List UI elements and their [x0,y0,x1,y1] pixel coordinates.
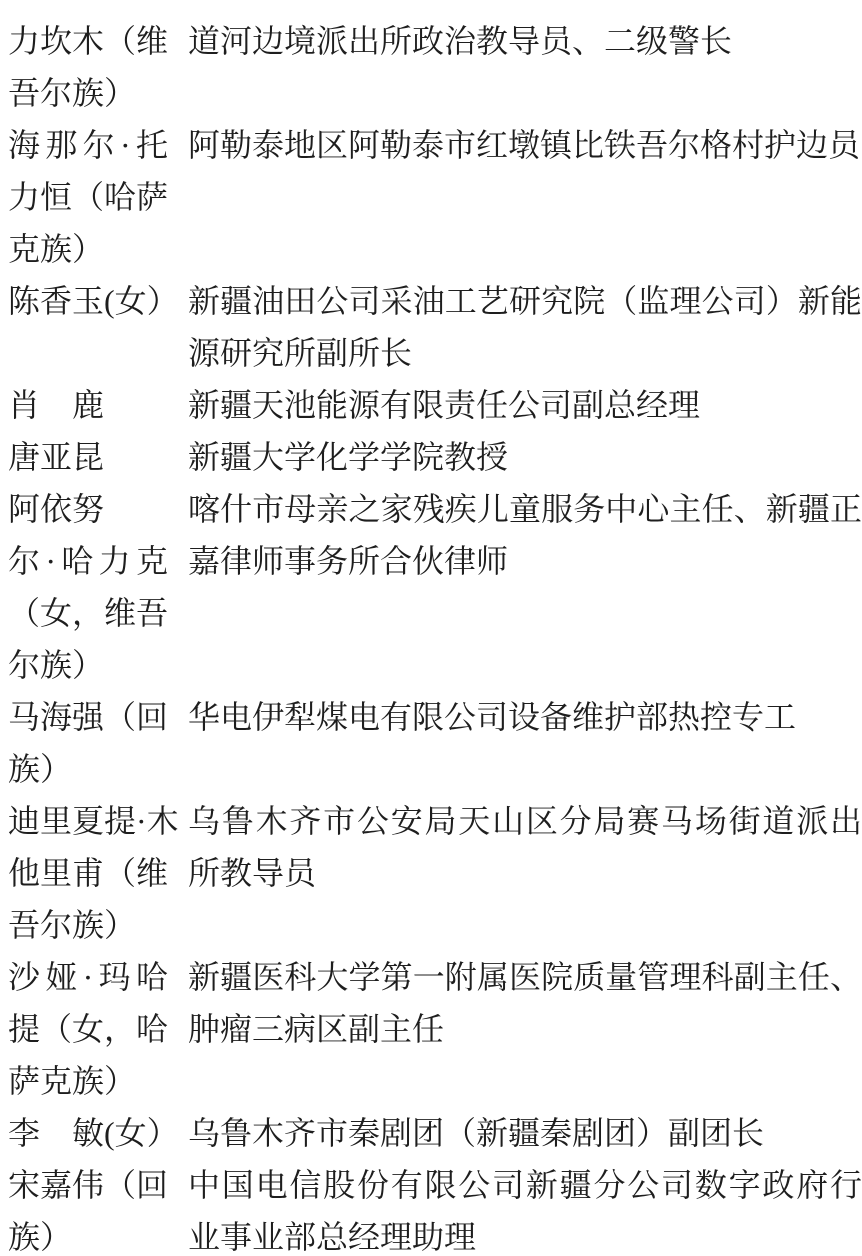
position-cell [188,1159,862,1256]
position-line: 所教导员 [188,855,317,891]
name-line: 迪里夏提·木 [8,803,179,839]
name-cell [8,15,188,119]
name-cell [8,951,188,1107]
name-line: 唐亚昆 [8,439,105,475]
roster-row [8,1107,862,1159]
name-cell [8,1107,188,1159]
position-line: 道河边境派出所政治教导员、二级警长 [188,23,733,59]
position-line: 华电伊犁煤电有限公司设备维护部热控专工 [188,699,797,735]
name-cell [8,431,188,483]
position-cell [188,15,862,67]
position-line: 肿瘤三病区副主任 [188,1011,445,1047]
position-cell [188,119,862,171]
name-cell [8,795,188,951]
name-line: 肖 鹿 [8,387,105,423]
name-line: 阿依努 [8,491,105,527]
name-line: 海那尔·托 [8,127,168,163]
name-cell [8,691,188,795]
roster-row [8,15,862,119]
name-cell [8,1159,188,1256]
position-line: 新疆大学化学学院教授 [188,439,509,475]
position-cell [188,431,862,483]
position-cell [188,379,862,431]
roster-row [8,483,862,691]
name-line: 萨克族） [8,1063,137,1099]
position-cell [188,483,862,587]
position-line: 喀什市母亲之家残疾儿童服务中心主任、新疆正 [188,491,862,527]
name-line: 吾尔族） [8,75,137,111]
name-line: 力恒（哈萨 [8,179,169,215]
roster-row [8,431,862,483]
position-line: 新疆医科大学第一附属医院质量管理科副主任、 [188,959,862,995]
name-cell [8,483,188,691]
name-line: 沙娅·玛哈 [8,959,168,995]
name-line: 尔族） [8,647,105,683]
name-line: 他里甫（维 [8,855,169,891]
name-line: 宋嘉伟（回 [8,1167,169,1203]
position-line: 乌鲁木齐市公安局天山区分局赛马场街道派出 [188,803,862,839]
roster-row [8,951,862,1107]
name-line: 吾尔族） [8,907,137,943]
roster-row [8,379,862,431]
roster-row [8,691,862,795]
name-cell [8,119,188,275]
name-line: 李 敏(女） [8,1115,179,1151]
name-line: （女，维吾 [8,595,169,631]
position-line: 新疆油田公司采油工艺研究院（监理公司）新能 [188,283,862,319]
roster-row [8,795,862,951]
position-cell [188,795,862,899]
name-line: 力坎木（维 [8,23,169,59]
position-cell [188,275,862,379]
name-line: 族） [8,1219,73,1255]
name-cell [8,379,188,431]
position-cell [188,691,862,743]
position-line: 中国电信股份有限公司新疆分公司数字政府行 [188,1167,862,1203]
name-line: 提（女，哈 [8,1011,169,1047]
name-line: 克族） [8,231,105,267]
position-line: 嘉律师事务所合伙律师 [188,543,509,579]
roster-row [8,275,862,379]
position-line: 业事业部总经理助理 [188,1219,477,1255]
position-line: 新疆天池能源有限责任公司副总经理 [188,387,701,423]
roster-row [8,119,862,275]
position-cell [188,951,862,1055]
name-cell [8,275,188,327]
name-line: 马海强（回 [8,699,169,735]
position-cell [188,1107,862,1159]
position-line: 乌鲁木齐市秦剧团（新疆秦剧团）副团长 [188,1115,765,1151]
name-line: 陈香玉(女） [8,283,179,319]
name-line: 尔·哈力克 [8,543,168,579]
name-line: 族） [8,751,73,787]
position-line: 阿勒泰地区阿勒泰市红墩镇比铁吾尔格村护边员 [188,127,861,163]
roster-row [8,1159,862,1256]
position-line: 源研究所副所长 [188,335,413,371]
